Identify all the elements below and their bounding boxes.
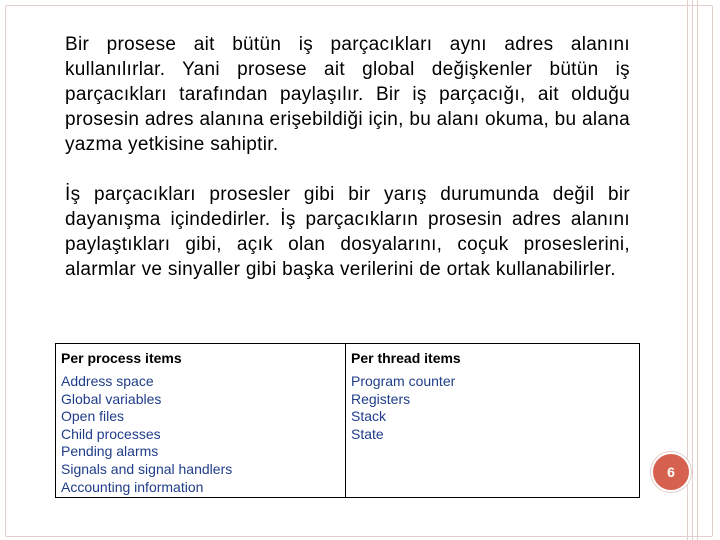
- bullet-item: [40, 182, 630, 282]
- per-process-header: Per process items: [61, 350, 182, 366]
- bullet-text: Bir prosese ait bütün iş parçacıkları aynı adres alanını kullanılırlar. Yani prosese ait global değişkenler bütün iş parçacıkları tarafından paylaşılır. Bir iş parçacığı, ait olduğu prosesin adres alanına erişebildiği için, bu alanı okuma, bu alana yazma yetkisine sahiptir.: [65, 34, 630, 155]
- list-item: Registers: [351, 390, 411, 407]
- list-item: Open files: [61, 408, 125, 425]
- per-process-column: [56, 344, 346, 497]
- per-thread-column: [346, 344, 639, 497]
- list-item: Global variables: [61, 390, 162, 407]
- list-item: Stack: [351, 408, 387, 425]
- page-number: 6: [667, 464, 675, 480]
- per-process-list: [61, 373, 340, 496]
- per-thread-header: Per thread items: [351, 350, 461, 366]
- list-item: Pending alarms: [61, 443, 159, 460]
- page-number-badge: [651, 452, 691, 492]
- bullet-item: [40, 32, 630, 157]
- per-thread-list: [351, 373, 634, 443]
- list-item: Address space: [61, 373, 154, 389]
- list-item: Signals and signal handlers: [61, 460, 233, 477]
- list-item: Accounting information: [61, 478, 204, 495]
- items-table: [55, 343, 640, 498]
- bullet-text: İş parçacıkları prosesler gibi bir yarış durumunda değil bir dayanışma içindedirler. İş parçacıkların prosesin adres alanını paylaştıkları gibi, açık olan dosyalarını, coçuk proseslerini, alarmlar ve sinyaller gibi başka verilerini de ortak kullanabilirler.: [65, 184, 630, 280]
- list-item: Program counter: [351, 373, 456, 389]
- list-item: State: [351, 425, 384, 442]
- list-item: Child processes: [61, 425, 161, 442]
